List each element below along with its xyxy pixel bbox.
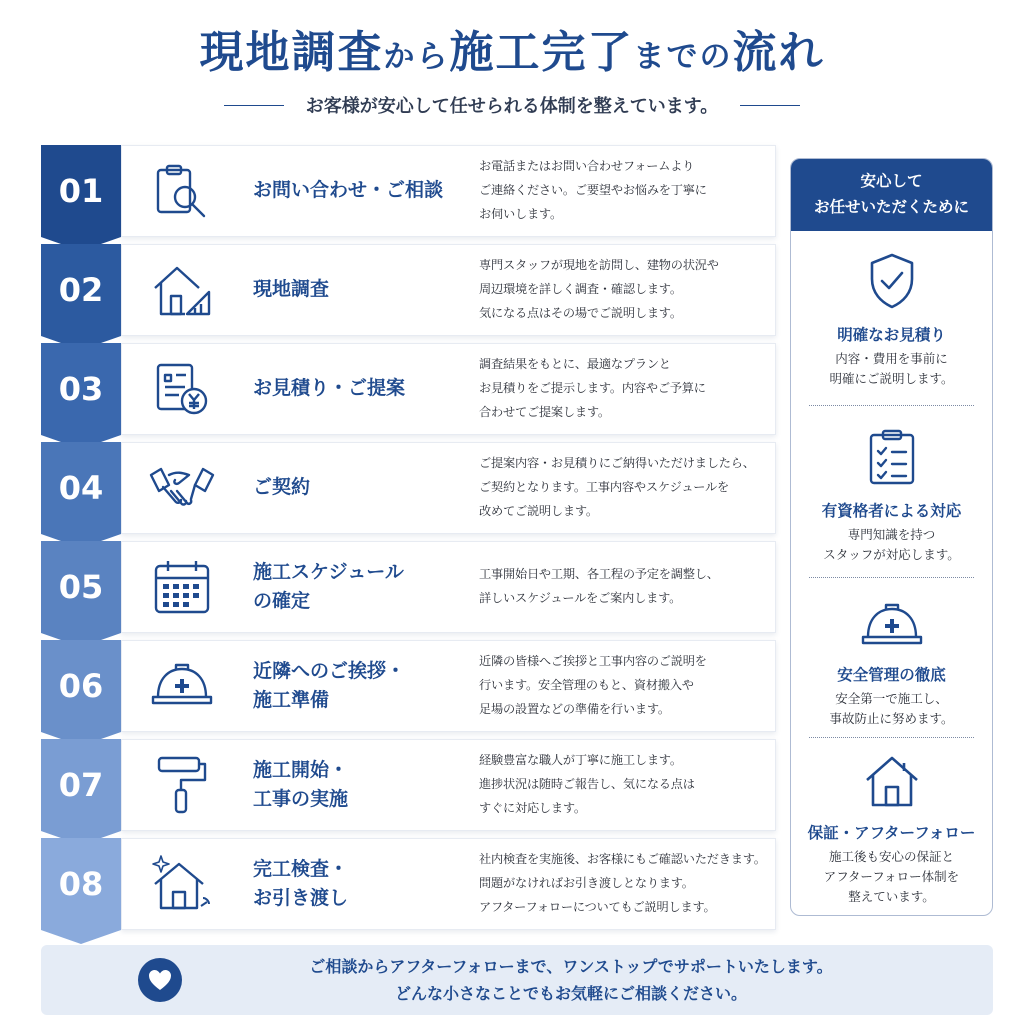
checklist-icon xyxy=(791,417,992,487)
house-sparkle-icon xyxy=(149,852,215,916)
step-number: 03 xyxy=(41,343,121,435)
heart-icon xyxy=(138,958,182,1002)
assurance-item-description: 内容・費用を事前に 明確にご説明します。 xyxy=(829,351,954,386)
assurance-item-title: 明確なお見積り xyxy=(837,326,946,344)
page-title-part: から xyxy=(383,39,450,75)
step-number: 08 xyxy=(41,838,121,930)
step-01 xyxy=(41,145,776,237)
assurance-item xyxy=(791,739,992,907)
safety-helmet-icon xyxy=(149,654,215,718)
step-description: 社内検査を実施後、お客様にもご確認いただきます。 問題がなければお引き渡しとなります。 アフターフォローについてもご説明します。 xyxy=(479,852,766,914)
step-number: 04 xyxy=(41,442,121,534)
step-06 xyxy=(41,640,776,732)
step-02 xyxy=(41,244,776,336)
assurance-item-title: 有資格者による対応 xyxy=(821,502,962,520)
footer-banner xyxy=(41,945,993,1015)
step-04 xyxy=(41,442,776,534)
clipboard-search-icon xyxy=(149,159,215,223)
step-03 xyxy=(41,343,776,435)
step-number: 05 xyxy=(41,541,121,633)
house-icon xyxy=(791,739,992,809)
step-description: 近隣の皆様へご挨拶と工事内容のご説明を 行います。安全管理のもと、資材搬入や 足場の設置などの準備を行います。 xyxy=(479,654,707,716)
assurance-divider xyxy=(809,405,974,406)
step-description: 工事開始日や工期、各工程の予定を調整し、 詳しいスケジュールをご案内します。 xyxy=(479,567,719,605)
step-description: お電話またはお問い合わせフォームより ご連絡ください。ご要望やお悩みを丁寧に お伺いします。 xyxy=(479,159,707,221)
step-title: お見積り・ご提案 xyxy=(253,377,406,400)
step-description: 経験豊富な職人が丁寧に施工します。 進捗状況は随時ご報告し、気になる点は すぐに対応します。 xyxy=(479,753,695,815)
page-subtitle: お客様が安心して任せられる体制を整えています。 xyxy=(305,96,719,117)
paint-roller-icon xyxy=(149,753,215,817)
step-description: 調査結果をもとに、最適なプランと お見積りをご提示します。内容やご予算に 合わせてご提案します。 xyxy=(479,357,706,419)
assurance-item xyxy=(791,417,992,565)
step-title: 完工検査・ お引き渡し xyxy=(253,857,349,909)
page-title xyxy=(0,16,1024,80)
page-title-part: までの xyxy=(633,39,733,75)
assurance-item xyxy=(791,581,992,729)
step-number: 02 xyxy=(41,244,121,336)
assurance-item-description: 施工後も安心の保証と アフターフォロー体制を 整えています。 xyxy=(823,849,960,904)
calendar-icon xyxy=(149,555,215,619)
assurance-item-title: 保証・アフターフォロー xyxy=(807,824,976,842)
subtitle-rule-right xyxy=(740,105,800,106)
step-title: お問い合わせ・ご相談 xyxy=(253,179,444,202)
assurance-item-description: 安全第一で施工し、 事故防止に努めます。 xyxy=(829,691,954,726)
assurance-item xyxy=(791,241,992,389)
step-07 xyxy=(41,739,776,831)
assurance-divider xyxy=(809,577,974,578)
step-description: ご提案内容・お見積りにご納得いただけましたら、 ご契約となります。工事内容やスケジュールを 改めてご説明します。 xyxy=(479,456,755,518)
page-title-part: 流れ xyxy=(732,27,825,78)
subtitle-rule-left xyxy=(224,105,284,106)
shield-check-icon xyxy=(791,241,992,311)
step-title: 近隣へのご挨拶・ 施工準備 xyxy=(253,659,406,711)
assurance-item-description: 専門知識を持つ スタッフが対応します。 xyxy=(823,527,960,562)
assurance-panel-heading: 安心して お任せいただくために xyxy=(791,159,992,231)
step-title: ご契約 xyxy=(253,476,311,499)
handshake-icon xyxy=(149,456,215,520)
estimate-yen-icon xyxy=(149,357,215,421)
step-number: 06 xyxy=(41,640,121,732)
assurance-item-title: 安全管理の徹底 xyxy=(837,666,946,684)
house-ruler-icon xyxy=(149,258,215,322)
subtitle-row xyxy=(0,90,1024,120)
step-title: 施工開始・ 工事の実施 xyxy=(253,758,349,810)
safety-helmet-icon xyxy=(791,581,992,651)
step-title: 現地調査 xyxy=(253,278,330,301)
page-title-part: 施工完了 xyxy=(449,27,634,78)
step-05 xyxy=(41,541,776,633)
assurance-panel xyxy=(790,158,993,916)
step-arrow xyxy=(41,930,121,944)
page-title-part: 現地調査 xyxy=(199,27,384,78)
step-08 xyxy=(41,838,776,930)
footer-message: ご相談からアフターフォローまで、ワンストップでサポートいたします。 どんな小さなことでもお気軽にご相談ください。 xyxy=(309,957,833,1004)
step-title: 施工スケジュール の確定 xyxy=(253,560,404,612)
step-number: 01 xyxy=(41,145,121,237)
assurance-divider xyxy=(809,737,974,738)
step-number: 07 xyxy=(41,739,121,831)
step-description: 専門スタッフが現地を訪問し、建物の状況や 周辺環境を詳しく調査・確認します。 気になる点はその場でご説明します。 xyxy=(479,258,719,320)
